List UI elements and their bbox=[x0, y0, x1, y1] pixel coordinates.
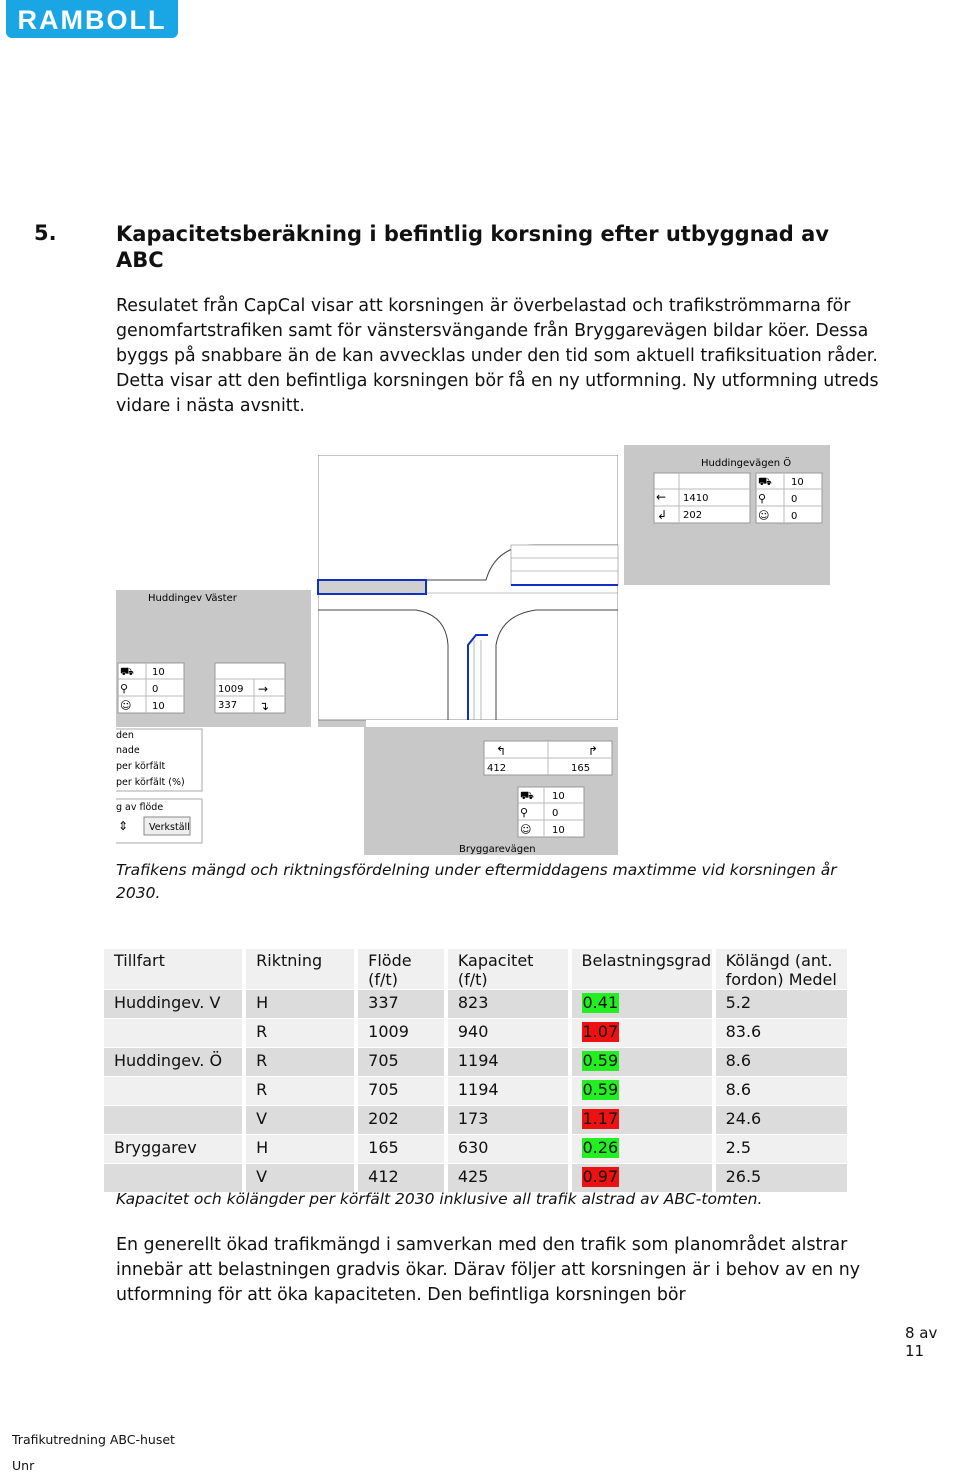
flow-label: g av flöde bbox=[116, 802, 164, 813]
cell-capacity: 940 bbox=[448, 1019, 568, 1047]
cell-direction: R bbox=[246, 1077, 354, 1105]
table-row bbox=[104, 1135, 847, 1164]
cell-flow: 337 bbox=[358, 990, 444, 1018]
header-cell: Kapacitet (f/t) bbox=[448, 949, 568, 989]
load-badge: 0.59 bbox=[582, 1051, 619, 1070]
truck-icon: ⛟ bbox=[120, 665, 134, 678]
cell-approach bbox=[104, 1019, 242, 1047]
panel-line: per körfält bbox=[116, 761, 166, 772]
south-title: Bryggarevägen bbox=[459, 844, 536, 855]
panel-line: per körfält (%) bbox=[116, 777, 185, 788]
load-badge: 0.41 bbox=[582, 993, 619, 1012]
header-cell: Riktning bbox=[246, 949, 354, 989]
ramboll-logo: RAMBOLL bbox=[6, 0, 178, 38]
east-ped-value: 0 bbox=[791, 511, 798, 522]
west-right-value: 1009 bbox=[218, 684, 244, 695]
cell-capacity: 823 bbox=[448, 990, 568, 1018]
cell-approach bbox=[104, 1077, 242, 1105]
left-arrow-icon: ← bbox=[656, 490, 667, 504]
left-turn-up-icon: ↰ bbox=[496, 744, 507, 758]
intersection-figure bbox=[116, 445, 830, 855]
table-row bbox=[104, 990, 847, 1019]
load-badge: 1.17 bbox=[582, 1109, 619, 1128]
table-row bbox=[104, 1106, 847, 1135]
west-heavy-value: 10 bbox=[152, 667, 165, 678]
settings-panel bbox=[116, 729, 202, 843]
table-row bbox=[104, 1077, 847, 1106]
cell-capacity: 630 bbox=[448, 1135, 568, 1163]
closing-paragraph: En generellt ökad trafikmängd i samverkan med den trafik som planområdet alstrar innebär att belastningen gradvis ökar. Därav följer att korsningen är i behov av en ny utformning för att öka kapaciteten. Den befintliga korsningen bör bbox=[116, 1235, 861, 1305]
table-caption: Kapacitet och kölängder per körfält 2030 inklusive all trafik alstrad av ABC-tomten. bbox=[116, 1190, 763, 1208]
header-cell: Tillfart bbox=[104, 949, 242, 989]
cell-direction: V bbox=[246, 1164, 354, 1192]
bicycle-icon: ⚲ bbox=[758, 492, 767, 505]
south-right-value: 165 bbox=[571, 763, 591, 774]
cell-queue: 24.6 bbox=[716, 1106, 847, 1134]
header-cell: Flöde (f/t) bbox=[358, 949, 444, 989]
cell-flow: 202 bbox=[358, 1106, 444, 1134]
pedestrian-icon: ☺ bbox=[520, 823, 532, 836]
cell-direction: V bbox=[246, 1106, 354, 1134]
section-title: Kapacitetsberäkning i befintlig korsning efter utbyggnad av ABC bbox=[116, 222, 829, 272]
cell-flow: 1009 bbox=[358, 1019, 444, 1047]
panel-line: nade bbox=[116, 745, 140, 756]
cell-queue: 8.6 bbox=[716, 1048, 847, 1076]
south-bike-value: 0 bbox=[552, 808, 559, 819]
cell-queue: 8.6 bbox=[716, 1077, 847, 1105]
west-ped-value: 10 bbox=[152, 701, 165, 712]
cell-approach: Huddingev. V bbox=[104, 990, 242, 1018]
cell-load bbox=[572, 1019, 712, 1047]
right-turn-icon: ↴ bbox=[259, 699, 270, 713]
table-row bbox=[104, 1048, 847, 1077]
cell-flow: 705 bbox=[358, 1048, 444, 1076]
pedestrian-icon: ☺ bbox=[120, 699, 132, 712]
east-left-turn-value: 202 bbox=[683, 510, 703, 521]
page-number: 8 av 11 bbox=[905, 1324, 938, 1360]
cell-capacity: 1194 bbox=[448, 1048, 568, 1076]
cell-capacity: 173 bbox=[448, 1106, 568, 1134]
cell-queue: 5.2 bbox=[716, 990, 847, 1018]
east-left-value: 1410 bbox=[683, 493, 709, 504]
cell-approach: Huddingev. Ö bbox=[104, 1048, 242, 1076]
truck-icon: ⛟ bbox=[758, 475, 772, 488]
cell-queue: 26.5 bbox=[716, 1164, 847, 1192]
footer-line: Unr bbox=[12, 1458, 35, 1473]
section-number: 5. bbox=[34, 221, 57, 245]
pedestrian-icon: ☺ bbox=[758, 509, 770, 522]
load-badge: 0.26 bbox=[582, 1138, 619, 1157]
cell-flow: 412 bbox=[358, 1164, 444, 1192]
cell-direction: H bbox=[246, 1135, 354, 1163]
truck-icon: ⛟ bbox=[520, 789, 534, 802]
intro-paragraph: Resulatet från CapCal visar att korsningen är överbelastad och trafikströmmarna för genomfartstrafiken samt för vänstersvängande från Bryggarevägen bildar köer. Dessa byggs på snabbare än de kan avvecklas under den tid som aktuell trafiksituation råder. Detta visar att den befintliga korsningen bör få en ny utformning. Ny utformning utreds vidare i nästa avsnitt. bbox=[116, 296, 879, 416]
cell-flow: 705 bbox=[358, 1077, 444, 1105]
west-title: Huddingev Väster bbox=[148, 593, 237, 604]
cell-direction: H bbox=[246, 990, 354, 1018]
cell-load bbox=[572, 1106, 712, 1134]
bicycle-icon: ⚲ bbox=[120, 682, 129, 695]
cell-load bbox=[572, 1077, 712, 1105]
east-heavy-value: 10 bbox=[791, 477, 804, 488]
cell-load bbox=[572, 990, 712, 1018]
cell-queue: 83.6 bbox=[716, 1019, 847, 1047]
cell-direction: R bbox=[246, 1048, 354, 1076]
figure-caption: Trafikens mängd och riktningsfördelning under eftermiddagens maxtimme vid korsningen år 2030. bbox=[116, 861, 837, 902]
right-turn-up-icon: ↱ bbox=[588, 744, 599, 758]
south-heavy-value: 10 bbox=[552, 791, 565, 802]
table-row bbox=[104, 1019, 847, 1048]
right-arrow-icon: → bbox=[258, 682, 269, 696]
header-cell: Belastningsgrad bbox=[572, 949, 712, 989]
workshop-button-label[interactable]: Verkställ bbox=[149, 822, 190, 833]
left-turn-icon: ↲ bbox=[657, 508, 668, 522]
south-left-value: 412 bbox=[487, 763, 507, 774]
cell-load bbox=[572, 1135, 712, 1163]
load-badge: 0.59 bbox=[582, 1080, 619, 1099]
header-cell: Kölängd (ant. fordon) Medel bbox=[716, 949, 847, 989]
load-badge: 0.97 bbox=[582, 1167, 619, 1186]
cell-flow: 165 bbox=[358, 1135, 444, 1163]
west-bike-value: 0 bbox=[152, 684, 159, 695]
bicycle-icon: ⚲ bbox=[520, 806, 529, 819]
cell-load bbox=[572, 1048, 712, 1076]
cell-approach bbox=[104, 1106, 242, 1134]
panel-line: den bbox=[116, 730, 134, 741]
cell-capacity: 1194 bbox=[448, 1077, 568, 1105]
stepper-icon[interactable]: ⇕ bbox=[118, 819, 129, 833]
capacity-table bbox=[104, 949, 847, 1193]
east-title: Huddingevägen Ö bbox=[701, 458, 792, 469]
south-ped-value: 10 bbox=[552, 825, 565, 836]
west-right-turn-value: 337 bbox=[218, 700, 238, 711]
cell-direction: R bbox=[246, 1019, 354, 1047]
table-header-row bbox=[104, 949, 847, 990]
cell-queue: 2.5 bbox=[716, 1135, 847, 1163]
east-bike-value: 0 bbox=[791, 494, 798, 505]
cell-approach: Bryggarev bbox=[104, 1135, 242, 1163]
footer-document-title: Trafikutredning ABC-huset bbox=[12, 1432, 175, 1447]
cell-capacity: 425 bbox=[448, 1164, 568, 1192]
load-badge: 1.07 bbox=[582, 1022, 619, 1041]
